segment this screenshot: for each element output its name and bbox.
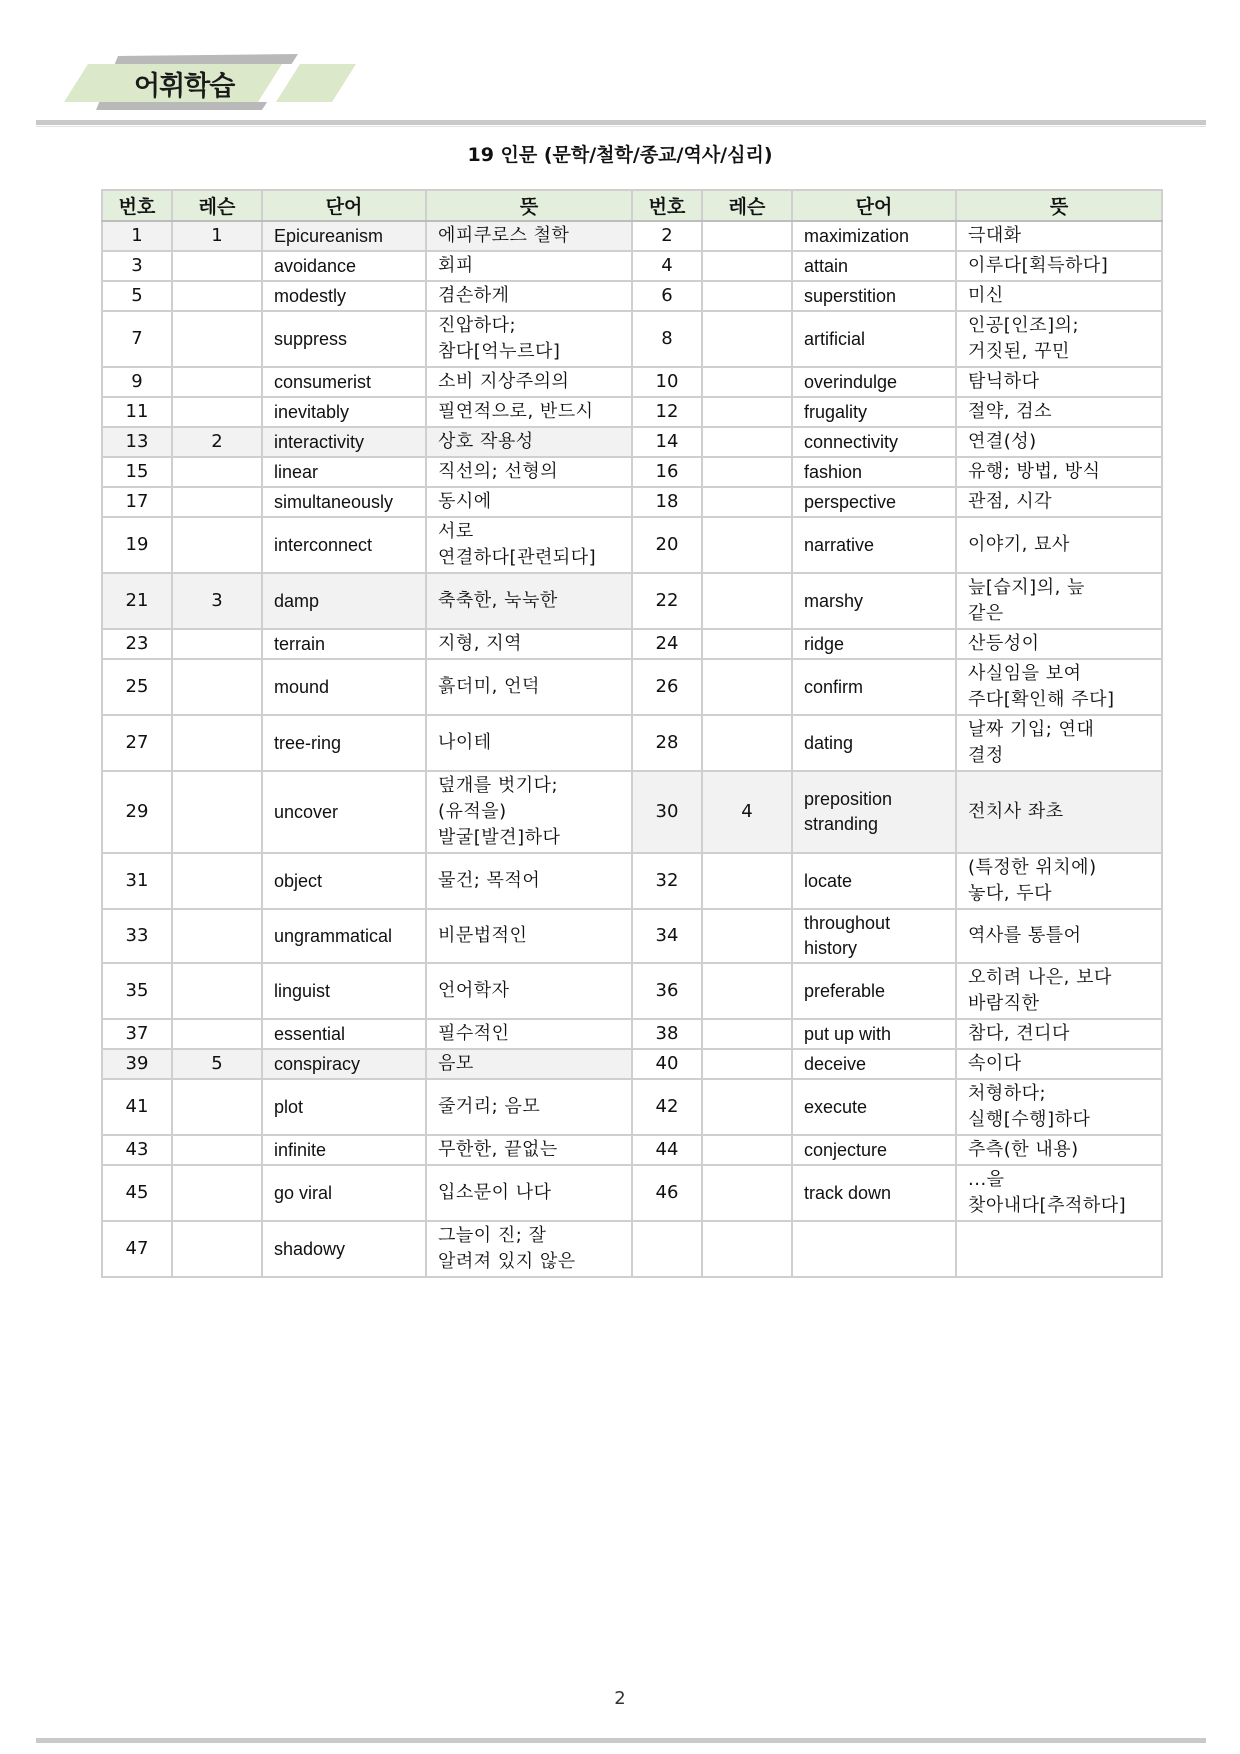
entry-number: 16 [632, 457, 702, 487]
entry-lesson [172, 1135, 262, 1165]
entry-lesson [702, 629, 792, 659]
entry-number: 15 [102, 457, 172, 487]
entry-meaning: 늪[습지]의, 늪 같은 [956, 573, 1162, 629]
entry-meaning: 서로 연결하다[관련되다] [426, 517, 632, 573]
entry-meaning: 미신 [956, 281, 1162, 311]
entry-word [792, 1221, 956, 1277]
entry-number: 6 [632, 281, 702, 311]
entry-number: 35 [102, 963, 172, 1019]
table-row [102, 517, 1162, 573]
entry-meaning: 참다, 견디다 [956, 1019, 1162, 1049]
entry-word: interactivity [262, 427, 426, 457]
entry-number: 26 [632, 659, 702, 715]
entry-meaning: 날짜 기입; 연대 결정 [956, 715, 1162, 771]
footer-divider [36, 1738, 1206, 1743]
entry-lesson [172, 909, 262, 963]
entry-meaning: 추측(한 내용) [956, 1135, 1162, 1165]
entry-word: preposition stranding [792, 771, 956, 853]
entry-number: 29 [102, 771, 172, 853]
entry-lesson [702, 367, 792, 397]
entry-meaning: 절약, 검소 [956, 397, 1162, 427]
entry-number: 8 [632, 311, 702, 367]
header-word: 단어 [792, 190, 956, 221]
table-row [102, 251, 1162, 281]
entry-lesson [702, 1019, 792, 1049]
table-row [102, 853, 1162, 909]
entry-word: attain [792, 251, 956, 281]
table-row [102, 573, 1162, 629]
entry-lesson [702, 715, 792, 771]
entry-number: 3 [102, 251, 172, 281]
entry-meaning: 속이다 [956, 1049, 1162, 1079]
entry-meaning [956, 1221, 1162, 1277]
entry-word: maximization [792, 221, 956, 251]
entry-lesson [702, 1079, 792, 1135]
entry-meaning: 인공[인조]의; 거짓된, 꾸민 [956, 311, 1162, 367]
entry-meaning: 필수적인 [426, 1019, 632, 1049]
header-number: 번호 [632, 190, 702, 221]
entry-number: 2 [632, 221, 702, 251]
entry-word: perspective [792, 487, 956, 517]
entry-word: artificial [792, 311, 956, 367]
entry-lesson [702, 573, 792, 629]
entry-meaning: 비문법적인 [426, 909, 632, 963]
entry-number: 32 [632, 853, 702, 909]
table-row [102, 909, 1162, 963]
entry-word: suppress [262, 311, 426, 367]
entry-meaning: 오히려 나은, 보다 바람직한 [956, 963, 1162, 1019]
section-tag-label: 어휘학습 [134, 71, 235, 102]
entry-word: conspiracy [262, 1049, 426, 1079]
entry-number: 43 [102, 1135, 172, 1165]
entry-number: 12 [632, 397, 702, 427]
entry-number: 7 [102, 311, 172, 367]
entry-meaning: 직선의; 선형의 [426, 457, 632, 487]
entry-lesson [172, 1019, 262, 1049]
entry-lesson [172, 311, 262, 367]
entry-word: narrative [792, 517, 956, 573]
table-row [102, 1079, 1162, 1135]
entry-meaning: 탐닉하다 [956, 367, 1162, 397]
entry-lesson [702, 909, 792, 963]
table-row [102, 487, 1162, 517]
entry-lesson: 4 [702, 771, 792, 853]
entry-word: essential [262, 1019, 426, 1049]
entry-word: terrain [262, 629, 426, 659]
entry-word: execute [792, 1079, 956, 1135]
entry-number: 9 [102, 367, 172, 397]
header-lesson: 레슨 [702, 190, 792, 221]
entry-meaning: 그늘이 진; 잘 알려져 있지 않은 [426, 1221, 632, 1277]
table-row [102, 457, 1162, 487]
entry-meaning: 사실임을 보여 주다[확인해 주다] [956, 659, 1162, 715]
entry-lesson [172, 715, 262, 771]
entry-word: overindulge [792, 367, 956, 397]
entry-meaning: 줄거리; 음모 [426, 1079, 632, 1135]
entry-meaning: 축축한, 눅눅한 [426, 573, 632, 629]
header-divider [36, 120, 1206, 125]
entry-lesson [172, 367, 262, 397]
header-meaning: 뜻 [956, 190, 1162, 221]
entry-number: 21 [102, 573, 172, 629]
entry-word: inevitably [262, 397, 426, 427]
entry-number: 13 [102, 427, 172, 457]
entry-number: 42 [632, 1079, 702, 1135]
entry-number: 22 [632, 573, 702, 629]
entry-lesson: 2 [172, 427, 262, 457]
entry-meaning: 진압하다; 참다[억누르다] [426, 311, 632, 367]
entry-word: object [262, 853, 426, 909]
entry-lesson [172, 1165, 262, 1221]
entry-number: 20 [632, 517, 702, 573]
entry-meaning: 덮개를 벗기다; (유적을) 발굴[발견]하다 [426, 771, 632, 853]
entry-word: ridge [792, 629, 956, 659]
entry-lesson [172, 659, 262, 715]
entry-meaning: 역사를 통틀어 [956, 909, 1162, 963]
entry-word: consumerist [262, 367, 426, 397]
entry-number: 33 [102, 909, 172, 963]
entry-lesson [702, 1221, 792, 1277]
entry-number [632, 1221, 702, 1277]
entry-meaning: 동시에 [426, 487, 632, 517]
entry-word: mound [262, 659, 426, 715]
entry-number: 19 [102, 517, 172, 573]
entry-word: avoidance [262, 251, 426, 281]
entry-lesson [702, 659, 792, 715]
entry-word: linear [262, 457, 426, 487]
entry-word: linguist [262, 963, 426, 1019]
table-row [102, 311, 1162, 367]
entry-lesson [702, 487, 792, 517]
entry-lesson [172, 517, 262, 573]
entry-meaning: 필연적으로, 반드시 [426, 397, 632, 427]
header [0, 0, 1240, 130]
entry-meaning: 전치사 좌초 [956, 771, 1162, 853]
entry-meaning: 극대화 [956, 221, 1162, 251]
entry-word: deceive [792, 1049, 956, 1079]
entry-meaning: 연결(성) [956, 427, 1162, 457]
table-row [102, 1049, 1162, 1079]
header-lesson: 레슨 [172, 190, 262, 221]
header-word: 단어 [262, 190, 426, 221]
entry-lesson [702, 251, 792, 281]
entry-meaning: 유행; 방법, 방식 [956, 457, 1162, 487]
entry-meaning: 관점, 시각 [956, 487, 1162, 517]
entry-number: 14 [632, 427, 702, 457]
entry-number: 37 [102, 1019, 172, 1049]
entry-lesson [702, 311, 792, 367]
entry-number: 5 [102, 281, 172, 311]
table-row [102, 397, 1162, 427]
entry-word: track down [792, 1165, 956, 1221]
entry-lesson: 5 [172, 1049, 262, 1079]
entry-word: locate [792, 853, 956, 909]
entry-lesson [172, 487, 262, 517]
table-row [102, 427, 1162, 457]
entry-number: 40 [632, 1049, 702, 1079]
entry-word: frugality [792, 397, 956, 427]
entry-lesson [172, 281, 262, 311]
entry-meaning: 소비 지상주의의 [426, 367, 632, 397]
entry-word: modestly [262, 281, 426, 311]
entry-word: Epicureanism [262, 221, 426, 251]
entry-meaning: (특정한 위치에) 놓다, 두다 [956, 853, 1162, 909]
entry-lesson [702, 963, 792, 1019]
entry-word: go viral [262, 1165, 426, 1221]
table-row [102, 1135, 1162, 1165]
section-title: 19 인문 (문학/철학/종교/역사/심리) [467, 144, 773, 166]
entry-number: 11 [102, 397, 172, 427]
entry-lesson [172, 251, 262, 281]
entry-number: 41 [102, 1079, 172, 1135]
entry-lesson [702, 397, 792, 427]
entry-word: uncover [262, 771, 426, 853]
entry-meaning: 에피쿠로스 철학 [426, 221, 632, 251]
table-row [102, 963, 1162, 1019]
table-body [102, 221, 1162, 1277]
entry-lesson [702, 1135, 792, 1165]
entry-word: throughout history [792, 909, 956, 963]
entry-number: 24 [632, 629, 702, 659]
entry-lesson [702, 281, 792, 311]
entry-meaning: 처형하다; 실행[수행]하다 [956, 1079, 1162, 1135]
entry-number: 31 [102, 853, 172, 909]
entry-number: 27 [102, 715, 172, 771]
entry-word: marshy [792, 573, 956, 629]
entry-number: 1 [102, 221, 172, 251]
entry-meaning: 이루다[획득하다] [956, 251, 1162, 281]
entry-lesson: 1 [172, 221, 262, 251]
entry-lesson [702, 221, 792, 251]
entry-number: 36 [632, 963, 702, 1019]
entry-lesson [172, 853, 262, 909]
entry-word: interconnect [262, 517, 426, 573]
table-row [102, 281, 1162, 311]
entry-word: infinite [262, 1135, 426, 1165]
entry-meaning: 겸손하게 [426, 281, 632, 311]
entry-word: conjecture [792, 1135, 956, 1165]
entry-meaning: 언어학자 [426, 963, 632, 1019]
entry-lesson [702, 1049, 792, 1079]
entry-lesson [172, 397, 262, 427]
vocabulary-table [101, 189, 1163, 1278]
entry-meaning: 이야기, 묘사 [956, 517, 1162, 573]
entry-meaning: 무한한, 끝없는 [426, 1135, 632, 1165]
table-header-row [102, 190, 1162, 221]
table-row [102, 1165, 1162, 1221]
entry-number: 25 [102, 659, 172, 715]
page-number: 2 [614, 1688, 626, 1709]
entry-number: 4 [632, 251, 702, 281]
entry-lesson [702, 457, 792, 487]
header-divider-thin [36, 126, 1206, 127]
entry-word: damp [262, 573, 426, 629]
entry-word: preferable [792, 963, 956, 1019]
entry-meaning: 나이테 [426, 715, 632, 771]
entry-lesson [702, 853, 792, 909]
table-row [102, 367, 1162, 397]
entry-number: 47 [102, 1221, 172, 1277]
entry-lesson [172, 457, 262, 487]
table-row [102, 1019, 1162, 1049]
entry-word: confirm [792, 659, 956, 715]
entry-word: put up with [792, 1019, 956, 1049]
entry-lesson [172, 771, 262, 853]
entry-word: connectivity [792, 427, 956, 457]
entry-meaning: 입소문이 나다 [426, 1165, 632, 1221]
entry-number: 44 [632, 1135, 702, 1165]
entry-word: dating [792, 715, 956, 771]
table-row [102, 629, 1162, 659]
entry-meaning: 지형, 지역 [426, 629, 632, 659]
entry-lesson: 3 [172, 573, 262, 629]
entry-number: 45 [102, 1165, 172, 1221]
table-row [102, 221, 1162, 251]
table-row [102, 1221, 1162, 1277]
table-row [102, 771, 1162, 853]
entry-number: 28 [632, 715, 702, 771]
entry-number: 17 [102, 487, 172, 517]
table-row [102, 715, 1162, 771]
entry-word: simultaneously [262, 487, 426, 517]
header-number: 번호 [102, 190, 172, 221]
entry-word: fashion [792, 457, 956, 487]
entry-meaning: 음모 [426, 1049, 632, 1079]
entry-number: 23 [102, 629, 172, 659]
entry-number: 38 [632, 1019, 702, 1049]
entry-number: 46 [632, 1165, 702, 1221]
entry-lesson [172, 1079, 262, 1135]
entry-number: 39 [102, 1049, 172, 1079]
entry-word: shadowy [262, 1221, 426, 1277]
entry-meaning: 회피 [426, 251, 632, 281]
entry-number: 18 [632, 487, 702, 517]
entry-lesson [172, 1221, 262, 1277]
entry-number: 30 [632, 771, 702, 853]
entry-number: 10 [632, 367, 702, 397]
entry-number: 34 [632, 909, 702, 963]
entry-meaning: 상호 작용성 [426, 427, 632, 457]
entry-lesson [702, 1165, 792, 1221]
entry-lesson [702, 427, 792, 457]
header-meaning: 뜻 [426, 190, 632, 221]
entry-word: superstition [792, 281, 956, 311]
entry-lesson [702, 517, 792, 573]
entry-lesson [172, 629, 262, 659]
entry-word: tree-ring [262, 715, 426, 771]
entry-meaning: 흙더미, 언덕 [426, 659, 632, 715]
entry-word: plot [262, 1079, 426, 1135]
entry-meaning: 산등성이 [956, 629, 1162, 659]
table-row [102, 659, 1162, 715]
entry-word: ungrammatical [262, 909, 426, 963]
entry-lesson [172, 963, 262, 1019]
entry-meaning: 물건; 목적어 [426, 853, 632, 909]
entry-meaning: ...을 찾아내다[추적하다] [956, 1165, 1162, 1221]
